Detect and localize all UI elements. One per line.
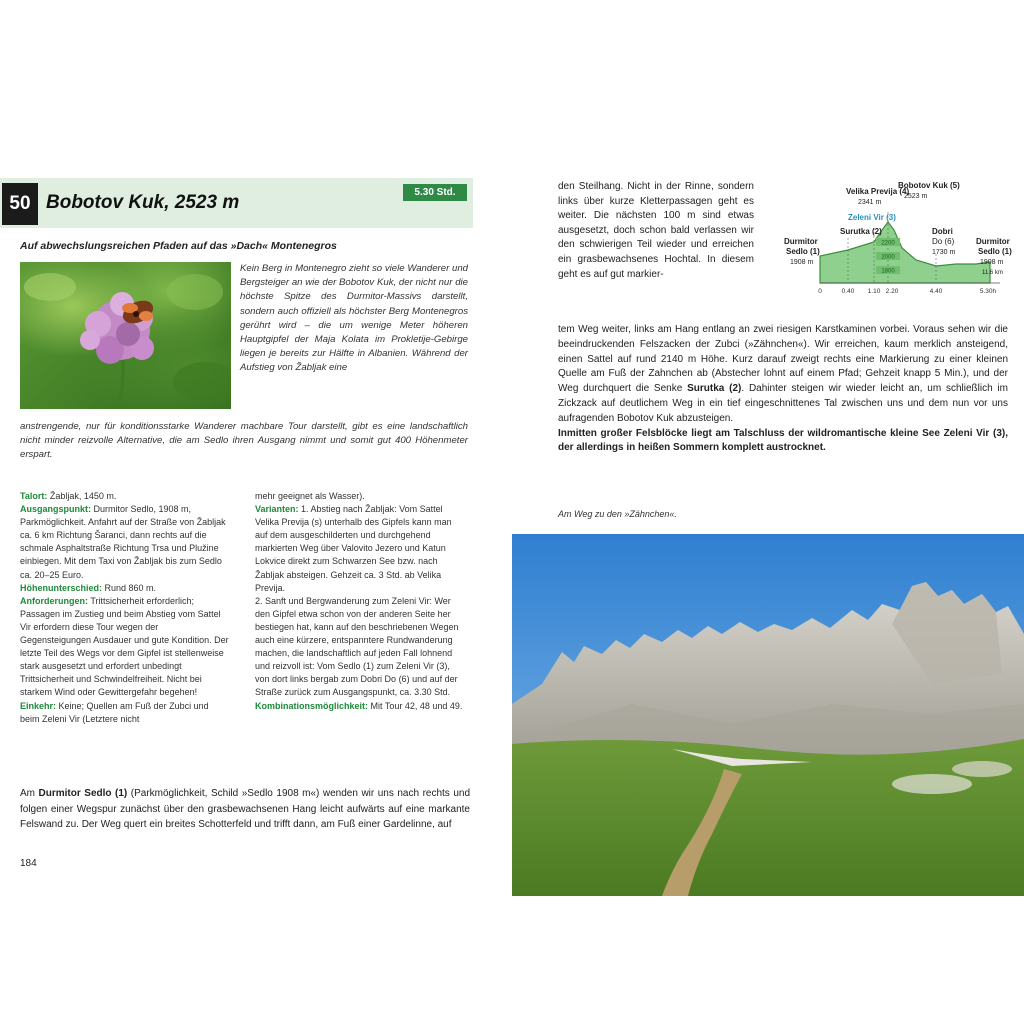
info-item: 2. Sanft und Bergwanderung zum Zeleni Vir: Wer den Gipfel etwa schon von der anderen Seite her bestiegen hat, kann auf den beschriebenen Wegen auch eine kürzere, entspanntere Rundwanderung machen, die landschaftlich auf jeden Fall lohnend und reizvoll ist: Vom Sedlo (1) zum Zeleni Vir (3), von dort links bergab zum Dobri Do (6) und auf der Straße zurück zum Ausgangspunkt, ca. 3.30 Std. [255, 595, 459, 698]
profile-label: Sedlo (1) [786, 247, 820, 256]
info-item: Ausgangspunkt: Durmitor Sedlo, 1908 m, Parkmöglichkeit. Anfahrt auf der Straße von Žabljak ca. 6 km Richtung Šaranci, dann rechts auf die schmale Asphaltstraße Richtung Trsa und Plužine einbiegen. Mit dem Taxi von Žabljak bis zum Sedlo ca. 20–25 Euro. [20, 504, 226, 580]
tour-subtitle: Auf abwechslungsreichen Pfaden auf das »Dach« Montenegros [20, 240, 337, 252]
profile-label: 2523 m [904, 193, 928, 200]
info-item: Höhenunterschied: Rund 860 m. [20, 582, 157, 593]
intro-text-continued: anstrengende, nur für konditionsstarke Wanderer machbare Tour darstellt, gibt es eine landschaftlich nicht minder reizvolle Alternative, die am Sedlo ihren Ausgang nimmt und somit gut 400 Höhenmeter erspart. [20, 421, 468, 461]
left-page [0, 178, 478, 878]
info-item: Kombinationsmöglichkeit: Mit Tour 42, 48 und 49. [255, 700, 463, 711]
profile-label: 11.6 km [982, 270, 1003, 276]
profile-band: 1800 [881, 268, 895, 275]
route-description-continued: den Steilhang. Nicht in der Rinne, sondern links über kurze Kletterpassagen geht es weiter. Die nächsten 100 m sind etwas ausgesetzt, doch schon bald verlassen wir den schwierigen Teil wieder und erreichen ein grasbewachsenes Hochtal. In diesem geht es auf gut markier- [558, 181, 754, 280]
profile-label: Velika Previja (4) [846, 187, 910, 196]
info-item: Anforderungen: Trittsicherheit erforderlich; Passagen im Zustieg und beim Abstieg vom Sattel Vir erfordern diese Tour wegen der Gegensteigungen Ausdauer und gute Kondition. Der letzte Teil des Wegs vor dem Gipfel ist stellenweise stark ausgesetzt und erfordert unbedingt Trittsicherheit und Schwindelfreiheit. Nicht bei starkem Wind oder Gewittergefahr begehen! [20, 595, 229, 698]
page-number: 184 [20, 858, 37, 869]
profile-label: 1908 m [790, 259, 814, 266]
intro-text: Kein Berg in Montenegro zieht so viele Wanderer und Bergsteiger an wie der Bobotov Kuk, der nicht nur die höchste Spitze des Durmitor-Massivs darstellt, sondern auch offiziell als höchster Berg Montenegros gerührt wird – die um wenige Meter höheren Hauptgipfel der Maja Kolata im Prokletije-Gebirge liegen je bereits zur Hälfte in Albanien. Während der Aufstieg von Žabljak eine [240, 263, 468, 374]
info-item: Varianten: 1. Abstieg nach Žabljak: Vom Sattel Velika Previja (s) unterhalb des Gipfels kann man auf dem ausgeschilderten und durchgehend markierten Weg über Valovito Jezero und Katun Lokvice direkt zum Schwarzen See bzw. nach Žabljak absteigen. Gehzeit ca. 3 Std. ab Velika Previja. [255, 504, 452, 593]
info-item: Einkehr: Keine; Quellen am Fuß der Zubci und beim Zeleni Vir (Letztere nicht [20, 700, 209, 724]
profile-band: 2000 [881, 254, 895, 261]
info-column-right [255, 490, 465, 713]
profile-label: Zeleni Vir (3) [848, 213, 896, 222]
profile-label: Durmitor [976, 237, 1010, 246]
flower-photo [20, 262, 231, 409]
tour-number: 50 [2, 183, 38, 225]
profile-label: 2341 m [858, 199, 882, 206]
route-description: Am Durmitor Sedlo (1) (Parkmöglichkeit, Schild »Sedlo 1908 m«) wenden wir uns nach rechts und folgen einer Wegspur zunächst über den grasbewachsenen Hang leicht aufwärts auf eine markante Felswand zu. Der Weg quert ein breites Schotterfeld und trifft dann, am Fuß einer Gardelinne, auf [20, 788, 471, 830]
tour-title: Bobotov Kuk, 2523 m [46, 192, 240, 213]
mountain-photo [512, 534, 1024, 896]
profile-label: 1730 m [932, 249, 956, 256]
right-page [508, 178, 1024, 898]
x-tick: 2.20 [885, 288, 899, 295]
profile-band: 2200 [881, 240, 895, 247]
info-column-left [20, 490, 230, 726]
route-description-main: tem Weg weiter, links am Hang entlang an zwei riesigen Karstkaminen vorbei. Voraus sehen wir die beeindruckenden Felszacken der Zubci (»Zähnchen«). Wir erreichen, kaum merklich ansteigend, einen Sattel auf rund 2140 m Höhe. Kurz darauf zweigt rechts eine Markierung zu einer kleinen Quelle am Fuß der Zahnchen ab (Abstecher lohnt auf einem Pfad; Gehzeit knapp 5 Min.), und der Weg durchquert die Senke Surutka (2). Dahinter steigen wir wieder leicht an, um schließlich im Zickzack auf deutlichem Weg in ein tief eingeschnittenes Tal zwischen uns und dem nun vor uns aufragenden Bobotov Kuk abzusteigen. Inmitten großer Felsblöcke liegt am Talschluss der wildromantische kleine See Zeleni Vir (3), der allerdings in heißen Sommern komplett austrocknet. [558, 324, 1008, 454]
profile-label: 1908 m [980, 259, 1004, 266]
x-tick: 1.10 [867, 288, 881, 295]
duration-badge: 5.30 Std. [403, 184, 467, 201]
x-tick: 0 [818, 288, 822, 295]
photo-caption: Am Weg zu den »Zähnchen«. [558, 509, 677, 519]
info-item: Talort: Žabljak, 1450 m. [20, 491, 117, 501]
info-item: mehr geeignet als Wasser). [255, 491, 365, 501]
profile-label: Do (6) [932, 237, 955, 246]
profile-label: Sedlo (1) [978, 247, 1012, 256]
tour-header [0, 178, 473, 228]
profile-label: Surutka (2) [840, 227, 882, 236]
profile-label: Dobri [932, 227, 953, 236]
profile-label: Durmitor [784, 237, 818, 246]
profile-label: Bobotov Kuk (5) [898, 181, 960, 190]
x-tick: 0.40 [841, 288, 855, 295]
elevation-profile [764, 178, 1012, 298]
x-tick: 4.40 [929, 288, 943, 295]
x-tick: 5.30h [979, 288, 997, 295]
